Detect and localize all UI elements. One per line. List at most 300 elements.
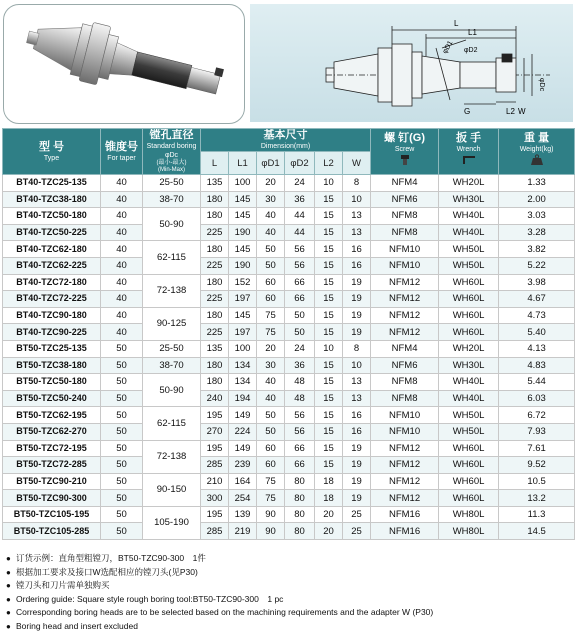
note-line xyxy=(6,566,566,580)
cell-l2: 10 xyxy=(315,175,343,192)
table-row xyxy=(3,191,575,208)
cell-weight: 4.13 xyxy=(499,340,575,357)
cell-l: 225 xyxy=(201,257,229,274)
cell-weight: 3.82 xyxy=(499,241,575,258)
cell-type: BT40-TZC72-180 xyxy=(3,274,101,291)
cell-screw: NFM8 xyxy=(371,390,439,407)
cell-w: 10 xyxy=(343,357,371,374)
cell-l2: 15 xyxy=(315,291,343,308)
col-D1: φD1 xyxy=(257,152,285,175)
cell-d1: 90 xyxy=(257,523,285,540)
cell-d1: 40 xyxy=(257,390,285,407)
cell-l2: 18 xyxy=(315,473,343,490)
cell-taper: 40 xyxy=(101,224,143,241)
cell-w: 16 xyxy=(343,257,371,274)
cell-w: 19 xyxy=(343,490,371,507)
cell-w: 16 xyxy=(343,241,371,258)
cell-l2: 15 xyxy=(315,307,343,324)
cell-w: 19 xyxy=(343,307,371,324)
cell-l2: 20 xyxy=(315,523,343,540)
cell-w: 19 xyxy=(343,457,371,474)
table-row xyxy=(3,208,575,225)
cell-w: 8 xyxy=(343,175,371,192)
note-text: Boring head and insert excluded xyxy=(16,620,138,631)
cell-taper: 40 xyxy=(101,274,143,291)
cell-taper: 50 xyxy=(101,506,143,523)
cell-l: 195 xyxy=(201,506,229,523)
cell-weight: 7.93 xyxy=(499,423,575,440)
table-row xyxy=(3,390,575,407)
cell-taper: 50 xyxy=(101,457,143,474)
cell-taper: 40 xyxy=(101,324,143,341)
dim-label-d1: φD1 xyxy=(441,39,455,55)
table-row xyxy=(3,407,575,424)
table-row xyxy=(3,506,575,523)
cell-type: BT50-TZC90-300 xyxy=(3,490,101,507)
bullet-icon: ● xyxy=(6,621,11,631)
cell-taper: 40 xyxy=(101,175,143,192)
cell-weight: 4.67 xyxy=(499,291,575,308)
cell-d2: 48 xyxy=(285,390,315,407)
cell-l1: 152 xyxy=(229,274,257,291)
table-row xyxy=(3,440,575,457)
col-type: 型 号 Type xyxy=(3,129,101,175)
cell-type: BT50-TZC50-240 xyxy=(3,390,101,407)
cell-bore-range: 72-138 xyxy=(143,274,201,307)
cell-l1: 145 xyxy=(229,191,257,208)
cell-screw: NFM12 xyxy=(371,324,439,341)
table-row xyxy=(3,357,575,374)
cell-taper: 50 xyxy=(101,440,143,457)
cell-d1: 50 xyxy=(257,241,285,258)
notes xyxy=(6,552,566,634)
cell-l1: 197 xyxy=(229,324,257,341)
cell-wrench: WH80L xyxy=(439,523,499,540)
cell-d2: 80 xyxy=(285,506,315,523)
dim-label-G: G xyxy=(464,107,471,116)
cell-d1: 75 xyxy=(257,307,285,324)
cell-taper: 40 xyxy=(101,191,143,208)
cell-taper: 40 xyxy=(101,241,143,258)
cell-l: 285 xyxy=(201,457,229,474)
cell-screw: NFM4 xyxy=(371,340,439,357)
spec-table xyxy=(2,128,575,540)
cell-type: BT50-TZC62-270 xyxy=(3,423,101,440)
cell-screw: NFM10 xyxy=(371,257,439,274)
table-row xyxy=(3,473,575,490)
dimension-drawing xyxy=(250,4,573,122)
dim-label-W: W xyxy=(518,107,526,116)
cell-d1: 75 xyxy=(257,324,285,341)
note-line xyxy=(6,593,566,607)
cell-w: 19 xyxy=(343,473,371,490)
cell-wrench: WH50L xyxy=(439,241,499,258)
cell-d1: 40 xyxy=(257,224,285,241)
cell-bore-range: 25-50 xyxy=(143,340,201,357)
cell-wrench: WH60L xyxy=(439,473,499,490)
cell-l1: 145 xyxy=(229,241,257,258)
dim-label-L2: L2 xyxy=(506,107,515,116)
cell-screw: NFM8 xyxy=(371,224,439,241)
cell-type: BT50-TZC38-180 xyxy=(3,357,101,374)
cell-w: 13 xyxy=(343,390,371,407)
cell-screw: NFM12 xyxy=(371,457,439,474)
cell-screw: NFM12 xyxy=(371,291,439,308)
cell-type: BT50-TZC72-285 xyxy=(3,457,101,474)
cell-d2: 50 xyxy=(285,307,315,324)
cell-d2: 80 xyxy=(285,523,315,540)
cell-screw: NFM10 xyxy=(371,241,439,258)
cell-weight: 7.61 xyxy=(499,440,575,457)
col-L2: L2 xyxy=(315,152,343,175)
cell-screw: NFM12 xyxy=(371,274,439,291)
cell-wrench: WH20L xyxy=(439,175,499,192)
cell-wrench: WH40L xyxy=(439,224,499,241)
cell-l2: 15 xyxy=(315,191,343,208)
wrench-icon xyxy=(461,154,477,166)
cell-d1: 90 xyxy=(257,506,285,523)
cell-weight: 14.5 xyxy=(499,523,575,540)
cell-w: 19 xyxy=(343,291,371,308)
col-L: L xyxy=(201,152,229,175)
cell-screw: NFM6 xyxy=(371,191,439,208)
dimension-drawing-svg xyxy=(250,4,573,122)
cell-w: 25 xyxy=(343,523,371,540)
cell-l2: 15 xyxy=(315,357,343,374)
cell-w: 19 xyxy=(343,274,371,291)
cell-d2: 80 xyxy=(285,490,315,507)
cell-l: 180 xyxy=(201,191,229,208)
cell-d2: 36 xyxy=(285,191,315,208)
note-text: Corresponding boring heads are to be selected based on the machining requirements and the adapter W (P30) xyxy=(16,607,434,618)
cell-weight: 2.00 xyxy=(499,191,575,208)
cell-l2: 15 xyxy=(315,224,343,241)
cell-wrench: WH20L xyxy=(439,340,499,357)
note-line xyxy=(6,620,566,634)
cell-screw: NFM12 xyxy=(371,490,439,507)
cell-d2: 66 xyxy=(285,440,315,457)
cell-l: 225 xyxy=(201,291,229,308)
cell-d2: 56 xyxy=(285,257,315,274)
cell-l1: 149 xyxy=(229,407,257,424)
cell-l1: 149 xyxy=(229,440,257,457)
cell-d2: 56 xyxy=(285,423,315,440)
dim-label-dc: φDc xyxy=(538,78,545,92)
cell-l: 135 xyxy=(201,175,229,192)
cell-d1: 40 xyxy=(257,208,285,225)
cell-weight: 3.98 xyxy=(499,274,575,291)
cell-d1: 20 xyxy=(257,175,285,192)
cell-l: 180 xyxy=(201,208,229,225)
cell-d2: 36 xyxy=(285,357,315,374)
cell-wrench: WH30L xyxy=(439,357,499,374)
cell-d2: 24 xyxy=(285,340,315,357)
cell-screw: NFM10 xyxy=(371,407,439,424)
cell-l2: 10 xyxy=(315,340,343,357)
cell-d1: 60 xyxy=(257,291,285,308)
cell-d1: 60 xyxy=(257,274,285,291)
cell-d1: 40 xyxy=(257,374,285,391)
cell-taper: 50 xyxy=(101,357,143,374)
cell-taper: 50 xyxy=(101,407,143,424)
cell-taper: 40 xyxy=(101,307,143,324)
cell-weight: 10.5 xyxy=(499,473,575,490)
cell-type: BT50-TZC62-195 xyxy=(3,407,101,424)
cell-weight: 5.44 xyxy=(499,374,575,391)
cell-d1: 30 xyxy=(257,191,285,208)
cell-taper: 50 xyxy=(101,423,143,440)
cell-l: 195 xyxy=(201,407,229,424)
cell-wrench: WH50L xyxy=(439,257,499,274)
cell-type: BT40-TZC90-225 xyxy=(3,324,101,341)
cell-bore-range: 62-115 xyxy=(143,241,201,274)
cell-screw: NFM4 xyxy=(371,175,439,192)
cell-screw: NFM16 xyxy=(371,506,439,523)
cell-wrench: WH60L xyxy=(439,291,499,308)
cell-bore-range: 50-90 xyxy=(143,208,201,241)
bullet-icon: ● xyxy=(6,581,11,591)
table-row xyxy=(3,523,575,540)
table-row xyxy=(3,307,575,324)
table-row xyxy=(3,457,575,474)
cell-screw: NFM6 xyxy=(371,357,439,374)
cell-l2: 20 xyxy=(315,506,343,523)
cell-bore-range: 50-90 xyxy=(143,374,201,407)
cell-bore-range: 62-115 xyxy=(143,407,201,440)
note-text: 镗刀头和刀片需单独购买 xyxy=(16,580,110,591)
cell-bore-range: 105-190 xyxy=(143,506,201,539)
cell-l1: 190 xyxy=(229,224,257,241)
cell-taper: 50 xyxy=(101,374,143,391)
cell-d1: 50 xyxy=(257,423,285,440)
cell-l1: 145 xyxy=(229,307,257,324)
cell-screw: NFM12 xyxy=(371,473,439,490)
cell-wrench: WH50L xyxy=(439,423,499,440)
cell-w: 13 xyxy=(343,374,371,391)
bullet-icon: ● xyxy=(6,594,11,604)
table-row xyxy=(3,324,575,341)
cell-d2: 66 xyxy=(285,457,315,474)
cell-l: 240 xyxy=(201,390,229,407)
cell-l: 180 xyxy=(201,307,229,324)
cell-taper: 40 xyxy=(101,257,143,274)
cell-w: 19 xyxy=(343,324,371,341)
bullet-icon: ● xyxy=(6,554,11,563)
cell-l1: 145 xyxy=(229,208,257,225)
weight-icon xyxy=(530,154,544,166)
cell-l: 135 xyxy=(201,340,229,357)
cell-bore-range: 90-150 xyxy=(143,473,201,506)
cell-l2: 15 xyxy=(315,390,343,407)
table-body xyxy=(3,175,575,540)
cell-bore-range: 72-138 xyxy=(143,440,201,473)
table-row xyxy=(3,340,575,357)
cell-d2: 56 xyxy=(285,407,315,424)
cell-bore-range: 25-50 xyxy=(143,175,201,192)
cell-taper: 40 xyxy=(101,291,143,308)
cell-w: 16 xyxy=(343,407,371,424)
cell-l: 270 xyxy=(201,423,229,440)
cell-weight: 6.72 xyxy=(499,407,575,424)
cell-l: 300 xyxy=(201,490,229,507)
cell-d1: 50 xyxy=(257,257,285,274)
cell-weight: 6.03 xyxy=(499,390,575,407)
table-row xyxy=(3,423,575,440)
screw-icon xyxy=(398,154,412,166)
cell-w: 19 xyxy=(343,440,371,457)
cell-l1: 224 xyxy=(229,423,257,440)
dim-label-d2: φD2 xyxy=(464,47,478,54)
cell-weight: 3.28 xyxy=(499,224,575,241)
cell-type: BT40-TZC90-180 xyxy=(3,307,101,324)
cell-l2: 15 xyxy=(315,407,343,424)
note-line xyxy=(6,552,566,566)
cell-taper: 50 xyxy=(101,340,143,357)
cell-screw: NFM8 xyxy=(371,208,439,225)
cell-l: 195 xyxy=(201,440,229,457)
bullet-icon: ● xyxy=(6,608,11,618)
cell-l1: 164 xyxy=(229,473,257,490)
cell-d2: 44 xyxy=(285,224,315,241)
col-screw: 螺 钉(G) Screw xyxy=(371,129,439,175)
cell-type: BT50-TZC105-195 xyxy=(3,506,101,523)
col-L1: L1 xyxy=(229,152,257,175)
cell-weight: 13.2 xyxy=(499,490,575,507)
note-line xyxy=(6,606,566,620)
dim-label-L: L xyxy=(454,19,459,28)
cell-type: BT40-TZC62-225 xyxy=(3,257,101,274)
table-row xyxy=(3,490,575,507)
cell-screw: NFM16 xyxy=(371,523,439,540)
cell-d2: 80 xyxy=(285,473,315,490)
cell-l2: 15 xyxy=(315,208,343,225)
cell-weight: 4.73 xyxy=(499,307,575,324)
cell-type: BT50-TZC50-180 xyxy=(3,374,101,391)
cell-wrench: WH60L xyxy=(439,274,499,291)
cell-type: BT50-TZC90-210 xyxy=(3,473,101,490)
cell-d1: 75 xyxy=(257,473,285,490)
cell-bore-range: 38-70 xyxy=(143,191,201,208)
cell-l2: 15 xyxy=(315,241,343,258)
cell-l: 180 xyxy=(201,374,229,391)
cell-l2: 15 xyxy=(315,423,343,440)
cell-w: 13 xyxy=(343,224,371,241)
cell-d2: 50 xyxy=(285,324,315,341)
cell-l1: 139 xyxy=(229,506,257,523)
cell-d1: 75 xyxy=(257,490,285,507)
cell-l1: 100 xyxy=(229,340,257,357)
cell-wrench: WH80L xyxy=(439,506,499,523)
cell-d2: 44 xyxy=(285,208,315,225)
cell-w: 13 xyxy=(343,208,371,225)
bullet-icon: ● xyxy=(6,567,11,577)
cell-screw: NFM8 xyxy=(371,374,439,391)
cell-l2: 15 xyxy=(315,274,343,291)
col-wrench: 扳 手 Wrench xyxy=(439,129,499,175)
boring-holder-illustration xyxy=(4,5,244,123)
cell-l1: 190 xyxy=(229,257,257,274)
cell-w: 25 xyxy=(343,506,371,523)
cell-type: BT50-TZC25-135 xyxy=(3,340,101,357)
cell-type: BT40-TZC50-180 xyxy=(3,208,101,225)
cell-l2: 15 xyxy=(315,257,343,274)
product-photo xyxy=(3,4,245,124)
cell-screw: NFM10 xyxy=(371,423,439,440)
col-W: W xyxy=(343,152,371,175)
cell-l: 225 xyxy=(201,224,229,241)
table-row xyxy=(3,257,575,274)
note-text: 订货示例：直角型粗镗刀，BT50-TZC90-300 1件 xyxy=(16,553,206,563)
cell-weight: 5.40 xyxy=(499,324,575,341)
cell-l2: 15 xyxy=(315,324,343,341)
cell-d2: 56 xyxy=(285,241,315,258)
dim-label-L1: L1 xyxy=(468,28,477,37)
cell-l: 180 xyxy=(201,357,229,374)
cell-taper: 50 xyxy=(101,490,143,507)
col-bore: 镗孔直径 Standard boring φDc (最小-最大) (Min-Max) xyxy=(143,129,201,175)
cell-wrench: WH50L xyxy=(439,407,499,424)
cell-d1: 30 xyxy=(257,357,285,374)
cell-type: BT40-TZC62-180 xyxy=(3,241,101,258)
cell-type: BT40-TZC50-225 xyxy=(3,224,101,241)
table-row xyxy=(3,224,575,241)
table-row xyxy=(3,241,575,258)
col-dimension: 基本尺寸 Dimension(mm) xyxy=(201,129,371,152)
cell-wrench: WH60L xyxy=(439,457,499,474)
cell-w: 8 xyxy=(343,340,371,357)
table-row xyxy=(3,291,575,308)
cell-weight: 9.52 xyxy=(499,457,575,474)
cell-l: 210 xyxy=(201,473,229,490)
col-D2: φD2 xyxy=(285,152,315,175)
cell-type: BT40-TZC25-135 xyxy=(3,175,101,192)
cell-l: 180 xyxy=(201,241,229,258)
cell-l2: 18 xyxy=(315,490,343,507)
cell-wrench: WH40L xyxy=(439,208,499,225)
cell-wrench: WH40L xyxy=(439,374,499,391)
table-row xyxy=(3,274,575,291)
cell-wrench: WH60L xyxy=(439,324,499,341)
cell-wrench: WH60L xyxy=(439,440,499,457)
cell-l1: 194 xyxy=(229,390,257,407)
cell-l1: 100 xyxy=(229,175,257,192)
cell-weight: 5.22 xyxy=(499,257,575,274)
table-row xyxy=(3,374,575,391)
table-header-row xyxy=(3,129,575,152)
cell-l: 285 xyxy=(201,523,229,540)
cell-d2: 24 xyxy=(285,175,315,192)
cell-wrench: WH40L xyxy=(439,390,499,407)
cell-wrench: WH60L xyxy=(439,490,499,507)
cell-type: BT40-TZC38-180 xyxy=(3,191,101,208)
note-line xyxy=(6,579,566,593)
cell-w: 16 xyxy=(343,423,371,440)
cell-bore-range: 38-70 xyxy=(143,357,201,374)
cell-weight: 4.83 xyxy=(499,357,575,374)
cell-taper: 50 xyxy=(101,390,143,407)
cell-weight: 3.03 xyxy=(499,208,575,225)
cell-l1: 254 xyxy=(229,490,257,507)
cell-type: BT50-TZC72-195 xyxy=(3,440,101,457)
cell-bore-range: 90-125 xyxy=(143,307,201,340)
cell-type: BT40-TZC72-225 xyxy=(3,291,101,308)
cell-type: BT50-TZC105-285 xyxy=(3,523,101,540)
cell-l: 180 xyxy=(201,274,229,291)
cell-wrench: WH60L xyxy=(439,307,499,324)
cell-l1: 219 xyxy=(229,523,257,540)
cell-d1: 60 xyxy=(257,457,285,474)
cell-wrench: WH30L xyxy=(439,191,499,208)
